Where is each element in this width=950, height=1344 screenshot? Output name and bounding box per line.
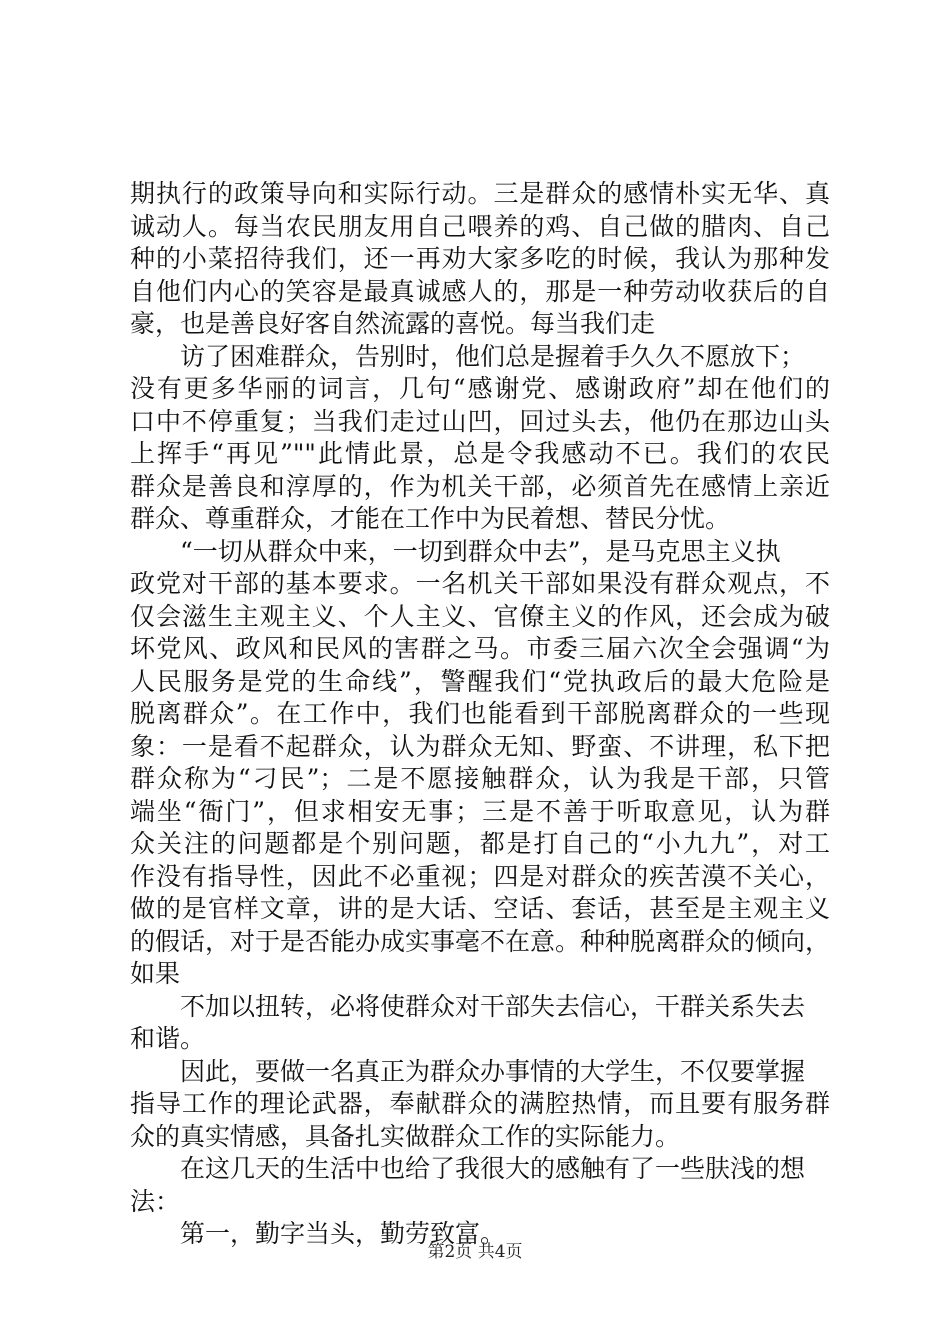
text-line: 自他们内心的笑容是最真诚感人的，那是一种劳动收获后的自 xyxy=(130,276,830,306)
text-line: “一切从群众中来，一切到群众中去”，是马克思主义执 xyxy=(180,536,781,566)
text-line: 坏党风、政风和民风的害群之马。市委三届六次全会强调“为 xyxy=(130,634,830,663)
text-line: 众的真实情感，具备扎实做群众工作的实际能力。 xyxy=(130,1121,681,1151)
text-line: 豪，也是善良好客自然流露的喜悦。每当我们走 xyxy=(130,309,656,338)
text-line: 访了困难群众，告别时，他们总是握着手久久不愿放下； xyxy=(180,341,806,371)
text-line: 第一，勤字当头，勤劳致富。 xyxy=(180,1219,506,1248)
page-number: 第2页 共4页 xyxy=(427,1242,523,1262)
text-line: 不加以扭转，必将使群众对干部失去信心，干群关系失去 xyxy=(180,991,806,1021)
text-line: 群众称为“刁民”；二是不愿接触群众，认为我是干部，只管 xyxy=(130,764,830,793)
text-line: 群众是善良和淳厚的，作为机关干部，必须首先在感情上亲近 xyxy=(130,471,830,501)
text-line: 做的是官样文章，讲的是大话、空话、套话，甚至是主观主义 xyxy=(130,894,830,923)
text-line: 和谐。 xyxy=(130,1024,206,1053)
text-line: 作没有指导性，因此不必重视；四是对群众的疾苦漠不关心， xyxy=(130,861,830,891)
text-line: 象：一是看不起群众，认为群众无知、野蛮、不讲理，私下把 xyxy=(130,731,830,761)
text-line: 的假话，对于是否能办成实事毫不在意。种种脱离群众的倾向， xyxy=(130,926,831,956)
text-line: 期执行的政策导向和实际行动。三是群众的感情朴实无华、真 xyxy=(130,179,830,208)
text-line: 端坐“衙门”，但求相安无事；三是不善于听取意见，认为群 xyxy=(130,796,830,826)
document-body xyxy=(130,178,830,1251)
text-line: 指导工作的理论武器，奉献群众的满腔热情，而且要有服务群 xyxy=(130,1089,830,1118)
text-line: 种的小菜招待我们，还一再劝大家多吃的时候，我认为那种发 xyxy=(130,244,830,273)
text-line: 脱离群众”。在工作中，我们也能看到干部脱离群众的一些现 xyxy=(130,699,830,728)
text-line: 在这几天的生活中也给了我很大的感触有了一些肤浅的想 xyxy=(180,1154,806,1183)
text-line: 众关注的问题都是个别问题，都是打自己的“小九九”，对工 xyxy=(130,829,830,858)
text-line: 口中不停重复；当我们走过山凹，回过头去，他仍在那边山头 xyxy=(130,406,830,436)
text-line: 仅会滋生主观主义、个人主义、官僚主义的作风，还会成为破 xyxy=(130,601,830,631)
page-footer xyxy=(0,1242,950,1262)
text-line: 上挥手“再见”""此情此景，总是令我感动不已。我们的农民 xyxy=(130,439,830,468)
text-line: 诚动人。每当农民朋友用自己喂养的鸡、自己做的腊肉、自己 xyxy=(130,211,830,241)
text-line: 如果 xyxy=(130,959,181,988)
text-line: 法： xyxy=(130,1186,181,1216)
text-line: 政党对干部的基本要求。一名机关干部如果没有群众观点，不 xyxy=(130,569,830,598)
text-line: 因此，要做一名真正为群众办事情的大学生，不仅要掌握 xyxy=(180,1056,806,1086)
text-line: 人民服务是党的生命线”，警醒我们“党执政后的最大危险是 xyxy=(130,666,830,696)
text-line: 群众、尊重群众，才能在工作中为民着想、替民分忧。 xyxy=(130,504,731,533)
text-line: 没有更多华丽的词言，几句“感谢党、感谢政府”却在他们的 xyxy=(130,374,830,403)
